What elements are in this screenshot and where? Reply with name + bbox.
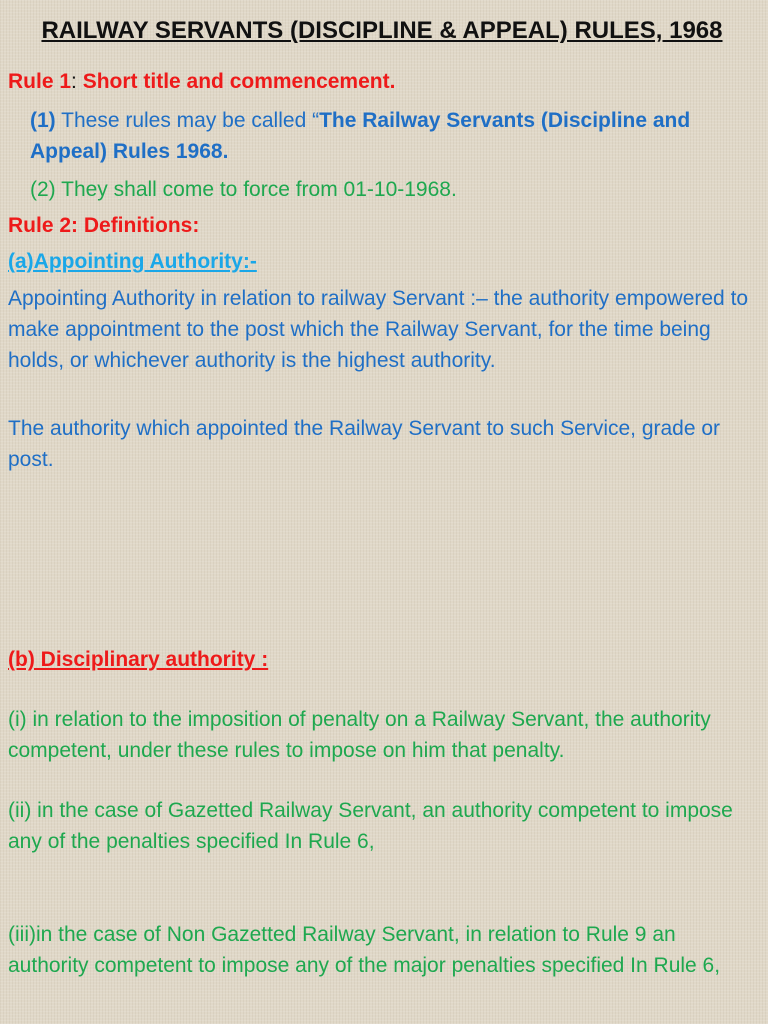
def-a-heading: (a)Appointing Authority:- [8,250,257,273]
rule1-sub2: (2) They shall come to force from 01-10-1968. [30,178,457,201]
sub1-number: (1) [30,109,56,132]
rule2-heading: Rule 2: Definitions: [8,214,200,237]
def-b-clause-ii: (ii) in the case of Gazetted Railway Servant, an authority competent to impose any of the penalties specified In Rule 6, [8,799,733,853]
def-b-heading: (b) Disciplinary authority : [8,648,269,671]
page-title: RAILWAY SERVANTS (DISCIPLINE & APPEAL) RULES, 1968 [41,17,723,44]
rule1-title: Short title and commencement. [76,70,396,93]
def-b-clause-iii: (iii)in the case of Non Gazetted Railway Servant, in relation to Rule 9 an authority competent to impose any of the major penalties specified In Rule 6, [8,923,721,977]
sub1-text: These rules may be called “ [55,109,320,132]
rule1-colon: : [71,70,77,93]
def-a-paragraph-1: Appointing Authority in relation to railway Servant :– the authority empowered to make appointment to the post which the Railway Servant, for the time being holds, or whichever authority is the highest authority. [8,287,749,372]
slide [8,0,756,977]
def-b-clause-i: (i) in relation to the imposition of penalty on a Railway Servant, the authority competent, under these rules to impose on him that penalty. [8,708,711,762]
rule1-sub1 [8,105,756,167]
def-a-paragraph-2: The authority which appointed the Railway Servant to such Service, grade or post. [8,417,721,471]
rule1-heading [8,66,756,97]
sub1-rules-name: The Railway Servants (Discipline and Appeal) Rules 1968. [30,109,691,163]
rule1-label: Rule 1 [8,70,72,93]
